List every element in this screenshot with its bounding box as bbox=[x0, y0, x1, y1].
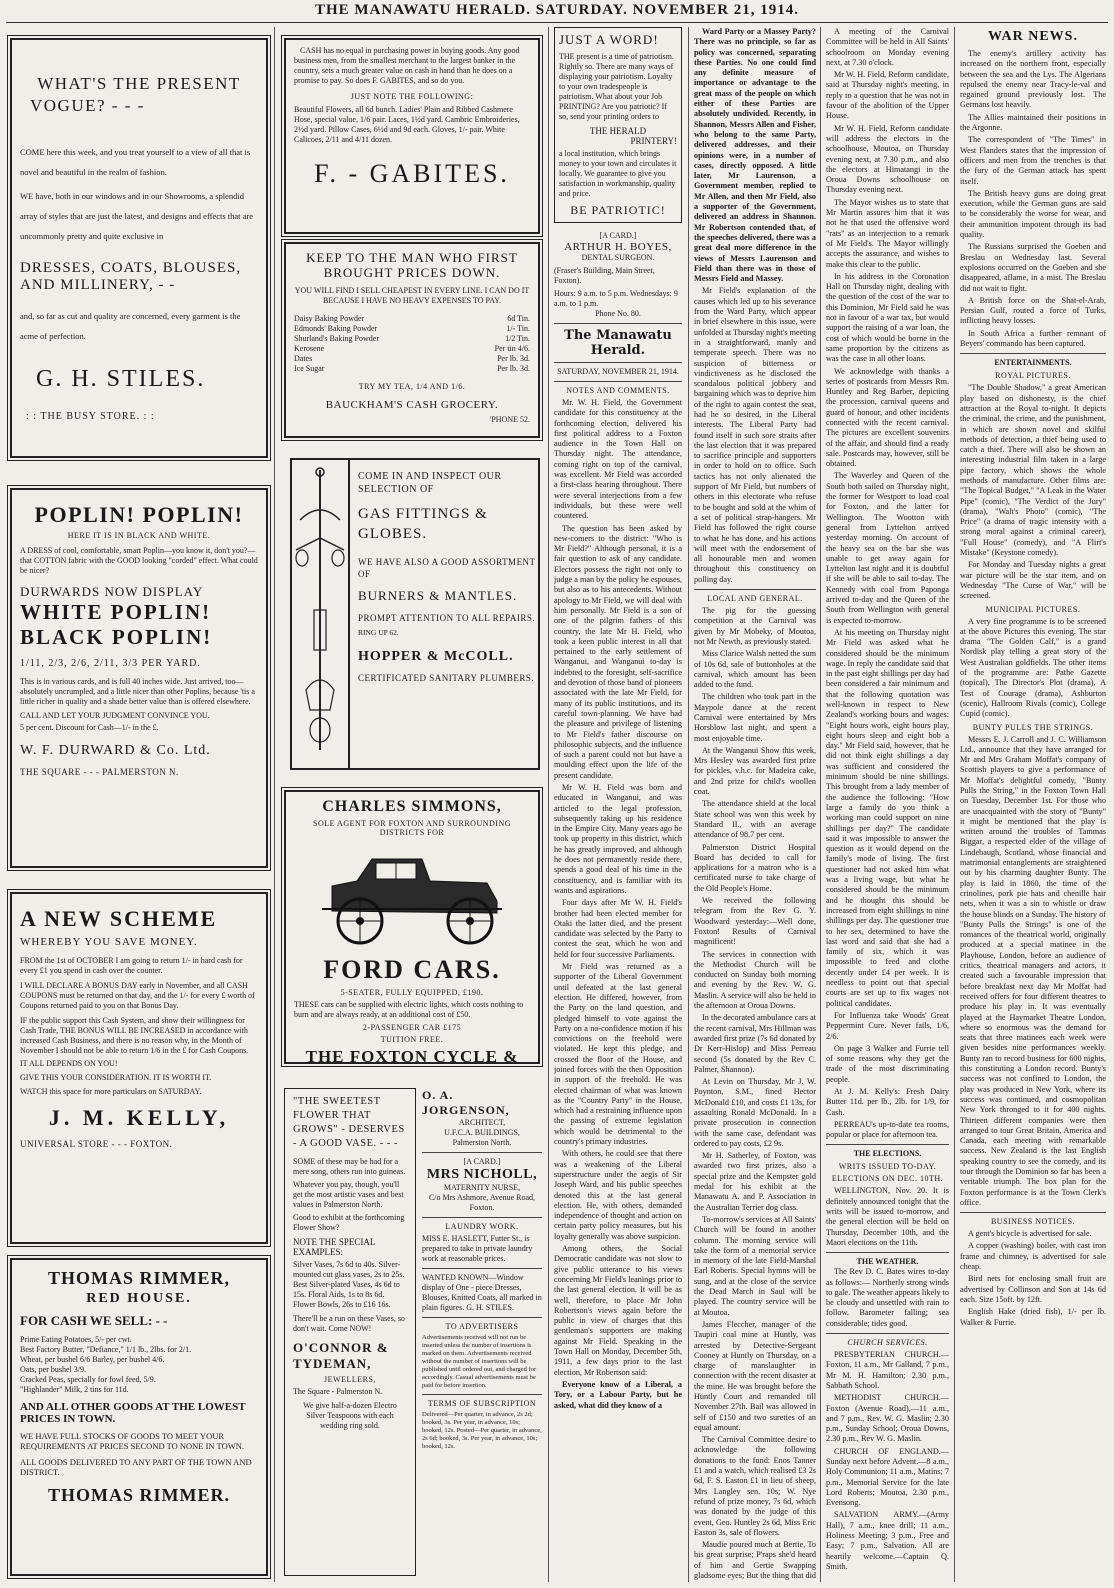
notes-paragraph: Mr W. H. Field was born and educated in Wanganui, and was articled to the legal profession, subsequently taking up his residence in the Empire City. Many years ago he took up property in this district, which he has greatly improved, and although he does not permanently reside there, spends a good deal of his time in the constituency, and is familiar with its wants and aspirations. bbox=[554, 782, 682, 895]
weather-para: The Rev D. C. Bates wires to-day as follows:— Northerly strong winds to gale. The weather appears likely to be cloudy and unsettled with rain to follow. Barometer falling; sea considerable; tides good. bbox=[826, 1267, 949, 1328]
durward-para-3: CALL AND LET YOUR JUDGMENT CONVINCE YOU. bbox=[20, 711, 210, 720]
durward-line-3: BLACK POPLIN! bbox=[20, 625, 213, 649]
rimmer-ad bbox=[10, 1258, 268, 1576]
church-paragraph: SALVATION ARMY.—(Army Hall), 7 a.m., knee drill; 11 a.m., Holiness Meeting; 3 p.m., Free and Easy; 7 p.m., Salvation. All are heartily welcome.—Captain Q. Smith. bbox=[826, 1510, 949, 1571]
local-paragraph: The Mayor wishes us to state that Mr Martin assures him that it was not he that used the offensive word "rats" as an interjection to a remark of Mr Field's. The Mayor willingly accepts the assurance, and wishes to make this clear to the public. bbox=[826, 197, 949, 269]
business-paragraph: A gent's bicycle is advertised for sale. bbox=[968, 1229, 1092, 1239]
column-3 bbox=[554, 27, 682, 1582]
divider bbox=[422, 1217, 542, 1218]
rimmer-item: Cracked Peas, specially for fowl feed, 5/9. bbox=[20, 1375, 156, 1384]
just-a-word-para-1: THE present is a time of patriotism. Rightly so. There are many ways of displaying your patriotism. Loyalty to your own tradespeople is patriotism. What about your Job PRINTING? Are you patriotic? If so, send your printing orders to bbox=[559, 52, 674, 121]
price-value: Per tin 4/6. bbox=[494, 344, 530, 353]
nicholl-card: [A CARD.] bbox=[463, 1157, 501, 1166]
stiles-para-1: COME here this week, and you treat yourself to a view of all that is novel and beautiful in the realm of fashion. bbox=[20, 147, 251, 177]
masthead-rule bbox=[6, 22, 1108, 23]
simmons-company: THE FOXTON CYCLE & bbox=[305, 1047, 519, 1064]
divider bbox=[694, 589, 816, 590]
column-rule bbox=[688, 27, 689, 1582]
simmons-price: 5-SEATER, FULLY EQUIPPED, £190. bbox=[340, 988, 484, 997]
advertisers-para: Advertisements received will not run be inserted unless the number of insertions is marked on them. Advertisements received without the number of insertions will be published until ordered out, and charged for accordingly. Casual advertisements must be paid for before insertion. bbox=[422, 1334, 537, 1389]
war-paragraph: The Russians surprised the Goeben and Breslau on Wednesday last. Several explosions occurred on the Goeben and she disappeared, aflame, in a mist. The Breslau did not wait to fight. bbox=[960, 242, 1106, 293]
local-paragraph: We acknowledge with thanks a series of postcards from Messrs Rm. Huntley and Reg Barber, depicting the procession, carnival queens and guard of honour, and other incidents connected with the recent carnival. The pictures are excellent souvenirs of the affair, and should find a ready sale. Postcards may, however, still be obtained. bbox=[826, 366, 949, 469]
herald-line-1: THE HERALD bbox=[589, 126, 647, 136]
kelly-para-6: WATCH this space for more particulars on SATURDAY. bbox=[20, 1087, 202, 1096]
jorgenson-line-2: U.F.C.A. BUILDINGS, bbox=[444, 1128, 520, 1137]
oconnor-para-6: We give half-a-dozen Electro Silver Teaspoons with each wedding ring sold. bbox=[303, 1401, 397, 1430]
local-paragraph: The Waverley and Queen of the South both sailed on Thursday night, the former for Westport to load coal for Foxton, and the latter for Wellington. The Wootton with general from Lyttelton arrived yesterday morning. On account of the heavy sea on the bar she was unable to get away again for Lyttelton last night and it is doubtful if she will be able to sail to-day. The Kennedy with coal from Paponga arrived to-day and the Queen of the South from Wellington with general is expected to-morrow. bbox=[826, 471, 949, 625]
boyes-name: ARTHUR H. BOYES, bbox=[564, 241, 672, 253]
notes-paragraph: The question has been asked by new-comers to the district: "Who is Mr Field?" Although personal, it is a fair question to ask of any candidate. Electors possess the right not only to judge a man by the policy he espouses, but also as to his antecedents. Without apology to Mr Field, we will deal with him personally. Mr Field is a son of one of the pilgrim fathers of this country, the late Mr H. Field, who took a keen public interest in all that pertained to the early settlement of Wanganui, and Wanganui to-day is indebted to the foresight, self-sacrifice and devotion of those band of pioneers associated with the late Mr Field, for many of its public institutions, and its careful town-planning. We have had the pleasure and privilege of listening to Mr Field's father discourse on philosophic subjects, and the influence of such a parent could not but have a moulding effect upon the life of the present candidate. bbox=[554, 523, 682, 780]
rimmer-item: Best Factory Butter, "Defiance," 1/1 lb., 2lbs. for 2/1. bbox=[20, 1345, 192, 1354]
price-row bbox=[294, 334, 530, 344]
war-paragraph: The Allies maintained their positions in the Argonne. bbox=[960, 112, 1106, 133]
local-paragraph: PERREAU's up-to-date tea rooms, popular or place for afternoon tea. bbox=[826, 1119, 949, 1140]
hopper-line-2: GAS FITTINGS & GLOBES. bbox=[358, 506, 488, 542]
local-continued bbox=[826, 27, 949, 1140]
local-paragraph: In the decorated ambulance cars at the recent carnival, Mrs Hillman was awarded first prize (7s 6d donated by Dr Kerr-Hislop) and Miss Perreau second (5s donated by the Rev C. Palmer, Shannon). bbox=[694, 1013, 816, 1074]
masthead: THE MANAWATU HERALD. SATURDAY. NOVEMBER 21, 1914. bbox=[314, 2, 800, 18]
rimmer-item: Wheat, per bushel 6/6 Barley, per bushel 4/6. bbox=[20, 1355, 165, 1364]
local-paragraph: James Fleccher, manager of the Taupiri coal mine at Huntly, was arrested by Detective-Sergeant Cooney at Huntly on Thursday, on a charge of manslaughter in connection with the recent disaster at the mine. He was brought before the Huntly Court and remanded till November 27th. Bail was allowed in self of £150 and two sureties of an equal amount. bbox=[694, 1319, 816, 1432]
local-body bbox=[694, 606, 816, 1582]
price-value: 1/2 Tin. bbox=[505, 334, 530, 343]
business-paragraph: A copper (washing) boiler, with cast iron frame and chimney, is advertised for sale cheap. bbox=[960, 1241, 1106, 1272]
elections-title: THE ELECTIONS. bbox=[853, 1149, 922, 1159]
price-row bbox=[294, 324, 530, 334]
rimmer-sub: FOR CASH WE SELL: - - bbox=[20, 1313, 168, 1328]
elections-sub-2: ELECTIONS ON DEC. 10TH. bbox=[831, 1174, 944, 1184]
local-paragraph: The children who took part in the Maypole dance at the recent Carnival were entertained by Mrs Horsblow last night, and spent a most enjoyable time. bbox=[694, 692, 816, 743]
just-a-word-title: JUST A WORD! bbox=[559, 32, 659, 47]
war-paragraph: The correspondent of "The Times" in West Flanders states that the impression of officers and men from the trenches is that the fury of the German attack has spent itself. bbox=[960, 135, 1106, 186]
kelly-addr: UNIVERSAL STORE - - - FOXTON. bbox=[20, 1139, 173, 1149]
bauckham-phone: 'PHONE 52. bbox=[489, 415, 530, 424]
local-paragraph: Mr W. H. Field, Reform candidate will address the electors in the schoolhouse, Moutoa, on Thursday evening next, at 7.30 p.m., and also the electors at Himatangi in the Oroua Downs schoolhouse on Thursday evening next. bbox=[826, 123, 949, 195]
price-row bbox=[294, 344, 530, 354]
oconnor-para-1: SOME of these may be had for a mere song, others run into guineas. bbox=[293, 1157, 406, 1176]
simmons-para-1: THESE cars can be supplied with electric lights, which costs nothing to burn and are always ready, at an additional cost of £50. bbox=[294, 1000, 524, 1019]
durward-sub: HERE IT IS IN BLACK AND WHITE. bbox=[67, 531, 211, 540]
herald-date: SATURDAY, NOVEMBER 21, 1914. bbox=[557, 367, 679, 376]
notes-paragraph: Everyone know of a Liberal, a Tory, or a Labour Party, but he asked, what did they know of a bbox=[554, 1379, 682, 1410]
gas-fitting-illustration bbox=[292, 460, 350, 768]
church-body bbox=[826, 1350, 949, 1572]
stiles-caps: DRESSES, COATS, BLOUSES, AND MILLINERY, - - bbox=[20, 260, 242, 293]
price-value: Per lb. 3d. bbox=[497, 364, 530, 373]
wanted-para: WANTED KNOWN—Window display of One - piece Dresses, Blouses, Knitted Coats, all marked in plain figures. G. H. STILES. bbox=[422, 1273, 542, 1312]
royal-paragraph: For Monday and Tuesday nights a great war picture will be the star item, and on Wednesday "The Curse of War," will be screened. bbox=[960, 560, 1106, 601]
hopper-line-1: COME IN AND INSPECT OUR SELECTION OF bbox=[358, 471, 502, 495]
divider bbox=[960, 353, 1106, 354]
bauckham-ad bbox=[284, 242, 540, 438]
stiles-title-2: VOGUE? - - - bbox=[30, 96, 145, 115]
local-paragraph: Miss Clarice Walsh netted the sum of 10s 6d, sale of buttonholes at the carnival, which amount has been added to the fund. bbox=[694, 649, 816, 690]
simmons-para-2: 2-PASSENGER CAR £175 bbox=[362, 1023, 462, 1032]
bauckham-tea: TRY MY TEA, 1/4 AND 1/6. bbox=[358, 382, 466, 391]
local-paragraph: At his meeting on Thursday night Mr Field was asked what he considered should be the minimum wage. In reply the candidate said that in the past eight shillings per day had been considered a fair minimum and that the following quotation was well-known in respect to New Zealand's working hours and wages: "Eight hours work, eight hours play, eight hours sleep and eight bob a day." Mr Field said, however, that he did not think eight shillings a day was sufficient and considered the minimum should be nine shillings. This brought from a lady member of the audience the following: "How large a family do you think a working man could support on nine shillings per day?" The candidate said it was impossible to answer the question as it would depend on the family's mode of living. The first questioner had not asked him what was a living wage, but what he considered should be the minimum and he thought this should be increased from eight shillings to nine shillings per day. The questioner true to her sex, determined to have the last word and said that she had a family of six, which it was impossible to feed and clothe decently under £4 per week. It is needless to point out that special courts are set up to fix wages not political candidates. bbox=[826, 627, 949, 1008]
price-item: Shurland's Baking Powder bbox=[294, 334, 379, 343]
local-paragraph: Palmerston District Hospital Board has decided to call for applications for a matron who is a certificated nurse to take charge of the Old People's Home. bbox=[694, 842, 816, 893]
divider bbox=[422, 1152, 542, 1153]
royal-body bbox=[960, 383, 1106, 601]
hopper-line-3: WE HAVE ALSO A GOOD ASSORTMENT OF bbox=[358, 557, 536, 579]
subscription-title: TERMS OF SUBSCRIPTION bbox=[427, 1399, 537, 1408]
church-paragraph: CHURCH OF ENGLAND.—Sunday next before Advent.—8 a.m., Holy Communion; 11 a.m., Matins; 7 p.m., Memorial Service for the late Lord Roberts; Moutoa, 2.30 p.m., Evensong. bbox=[826, 1446, 949, 1508]
bauckham-price-list bbox=[294, 314, 530, 374]
kelly-para-4: IT ALL DEPENDS ON YOU! bbox=[20, 1059, 118, 1068]
war-paragraph: In South Africa a further remnant of Beyers' commando has been captured. bbox=[960, 328, 1106, 349]
bunty-title: BUNTY PULLS THE STRINGS. bbox=[972, 722, 1094, 732]
gabites-note: JUST NOTE THE FOLLOWING: bbox=[350, 92, 474, 101]
column-rule bbox=[954, 27, 955, 1582]
boyes-card-label: [A CARD.] bbox=[599, 231, 637, 240]
royal-paragraph: "The Double Shadow," a great American play based on dishonesty, is the chief attraction at the Royal to-night. It depicts the criminal, the crime, and the punishment, in which are shown novel and skilful methods of detection, a thief being used to catch a thief. There will also be shown an interesting industrial film taken in a large pipe factory, which shows the whole methods of manufacture. Other films are: "The Topical Budget," "A Leak in the Water Pipe" (comic), "The Verdict of the Jury" (drama), "Walt's Photo" (comic), "The Price" (a drama of tragic intensity with a strong moral against a criminal career), "Full House" (comedy), and "A Flirt's Mistake" (Keystone comedy). bbox=[960, 383, 1106, 558]
durward-para-1: A DRESS of cool, comfortable, smart Poplin—you know it, don't you?—that COTTON fabric with the GOOD looking "corded" effect. What could be nicer? bbox=[20, 546, 258, 575]
durward-prices: 1/11, 2/3, 2/6, 2/11, 3/3 PER YARD. bbox=[20, 658, 201, 669]
herald-line-2: PRINTERY! bbox=[630, 136, 677, 146]
advertisers-title: TO ADVERTISERS bbox=[445, 1322, 519, 1331]
small-notices bbox=[422, 1088, 542, 1576]
weather-title: THE WEATHER. bbox=[856, 1257, 919, 1267]
bunty-para: Messrs E. J. Carroll and J. C. Williamson Ltd., announce that they have arranged for Mr and Mrs Graham Moffat's company of Scottish players to give a performance of Mr Moffat's delightful comedy, "Bunty Pulls the String," in the Foxton Town Hall on Tuesday, December 1st. For those who are unacquainted with the story of "Bunty" it might be mentioned that the play is written around the troubles of Tammas Biggar, a respected elder of the village of Lindebaugh, Scotland, whose financial and matrimonial entanglements are straightened out by his charming daughter Bunty. The play is laid in 1860, the time of the crinolines, pork pie hats and chenille hair nets, when it was a sin to whistle or draw the house blinds on a Sunday. The history of "Bunty Pulls the Strings" is one of the romances of the theatrical world, originally produced at a special matinee in the Playhouse, London, before an audience of critics, theatrical managers and actors, it created such a favourable impression that before breakfast next day Mr Moffat had received offers for four different theatres to produce his play in. It was eventually played at the Haymarket Theatre London, where so enormous was the demand for seats that three matinees each week were given besides nine performances weekly. Bunty ran to record business for 600 nights, this constituting a London record. Bunty's success was not confined to London, the play was produced in New York, where its success was continued, and cosmopolitan New York thronged to it for 400 nights. Thirteen different companies were then arranged to tour Great Britain, America and Canada, each meeting with remarkable success. New Zealand is the last English speaking country to see the comedy, and its tour through the Dominion so far has been a veritable triumph. The box plan for the Foxton performance is at the Town Clerk's office. bbox=[960, 734, 1106, 1207]
divider bbox=[554, 362, 682, 363]
divider bbox=[422, 1317, 542, 1318]
local-paragraph: Mr W. H. Field, Reform candidate, said at Thursday night's meeting, in reply to a question that he was not in favour of the abolition of the Upper House. bbox=[826, 70, 949, 121]
nicholl-line-1: MATERNITY NURSE, bbox=[443, 1183, 521, 1192]
oconnor-title: "THE SWEETEST FLOWER THAT GROWS" - DESERVES - A GOOD VASE. - - - bbox=[293, 1096, 405, 1149]
price-item: Daisy Baking Powder bbox=[294, 314, 365, 323]
local-paragraph: Maudie poured much at Bertie, To his great surprise; P'raps she'd heard of him and Gertie Swapping gladsome eyes; But the thing that did bbox=[694, 1540, 816, 1581]
divider bbox=[960, 1212, 1106, 1213]
price-item: Edmonds' Baking Powder bbox=[294, 324, 378, 333]
simmons-ad bbox=[284, 790, 540, 1064]
divider bbox=[826, 1252, 949, 1253]
boyes-title: DENTAL SURGEON. bbox=[581, 253, 655, 262]
simmons-name: CHARLES SIMMONS, bbox=[322, 798, 502, 815]
nicholl-name: MRS NICHOLL, bbox=[426, 1167, 538, 1182]
herald-title: The Manawatu Herald. bbox=[564, 328, 672, 358]
war-news-body bbox=[960, 49, 1106, 349]
rimmer-name: THOMAS RIMMER, bbox=[48, 1268, 230, 1288]
durward-title: POPLIN! POPLIN! bbox=[34, 502, 244, 527]
column-rule bbox=[820, 27, 821, 1582]
bauckham-para-1: YOU WILL FIND I SELL CHEAPEST IN EVERY LINE. I CAN DO IT BECAUSE I HAVE NO HEAVY EXPENSES TO PAY. bbox=[294, 286, 530, 305]
boyes-card bbox=[554, 231, 682, 319]
divider bbox=[826, 1333, 949, 1334]
rimmer-para-3: ALL GOODS DELIVERED TO ANY PART OF THE TOWN AND DISTRICT. bbox=[20, 1457, 252, 1477]
stiles-name: G. H. STILES. bbox=[36, 366, 206, 392]
stiles-ad bbox=[10, 38, 268, 458]
kelly-title: A NEW SCHEME bbox=[20, 906, 218, 931]
notes-paragraph: With others, he could see that there was a weakening of the Liberal superstructure under the aegis of Sir Joseph Ward, and his public speeches denoted this at the last general election. He, with others, demanded independence of thought and action on certain party policy measures, but his loyalty generally was above suspicion. bbox=[554, 1149, 682, 1241]
local-paragraph: On page 3 Walker and Furrie tell of some reasons why they get the trade of the most discriminating people. bbox=[826, 1043, 949, 1084]
laundry-para: MISS E. HASLETT, Futter St., is prepared to take in private laundry work at reasonable prices. bbox=[422, 1234, 533, 1263]
kelly-para-3: IF the public support this Cash System, and show their willingness for Cash Trade, THE BONUS WILL BE INCREASED in accordance with increased Cash Business, and there is no reason why, in the Month of November I should not be able to return 1/6 in the £ for Cash Coupons. bbox=[20, 1016, 249, 1055]
hopper-name: HOPPER & McCOLL. bbox=[358, 649, 514, 664]
gabites-para-1: CASH has no equal in purchasing power in buying goods. Any good business men, from the smallest merchant to the largest banker in the country, sets a much greater value on cash in hand than he does on a promise to pay. So does F. GABITES, and so do you. bbox=[294, 46, 520, 85]
kelly-sub: WHEREBY YOU SAVE MONEY. bbox=[20, 936, 198, 948]
hopper-line-5: PROMPT ATTENTION TO ALL REPAIRS. bbox=[358, 613, 536, 623]
simmons-para-3: TUITION FREE. bbox=[380, 1035, 444, 1044]
royal-title: ROYAL PICTURES. bbox=[995, 371, 1071, 381]
divider bbox=[826, 1144, 949, 1145]
hopper-line-4: BURNERS & MANTLES. bbox=[358, 588, 518, 603]
bauckham-name: BAUCKHAM'S CASH GROCERY. bbox=[325, 399, 499, 411]
church-title: CHURCH SERVICES. bbox=[847, 1338, 928, 1348]
jorgenson-line-3: Palmerston North. bbox=[452, 1138, 512, 1147]
local-paragraph: The pig for the guessing competition at the Carnival was given by Mr Mobeky, of Moutoa, not Mr Newth, as previously stated. bbox=[694, 606, 816, 646]
gabites-ad bbox=[284, 38, 540, 234]
hopper-text bbox=[358, 470, 536, 683]
oconnor-para-3: Good to exhibit at the forthcoming Flower Show? bbox=[293, 1213, 405, 1232]
stiles-para-3: and, so far as cut and quality are concerned, every garment is the acme of perfection. bbox=[20, 311, 241, 341]
kelly-para-1: FROM the 1st of OCTOBER I am going to return 1/- in hard cash for every £1 you spend in cash over the counter. bbox=[20, 956, 243, 975]
column-5 bbox=[826, 27, 949, 1582]
local-paragraph: At J. M. Kelly's: Fresh Dairy Butter 11d. per lb., 2lb. for 1/9, for Cash. bbox=[826, 1086, 949, 1117]
price-row bbox=[294, 364, 530, 374]
rimmer-item: "Highlander" Milk, 2 tins for 11d. bbox=[20, 1385, 129, 1394]
local-paragraph: The services in connection with the Methodist Church will be conducted on Sunday both morning and evening by the Rev. W. G. Maslin. A service will also be held in the afternoon at Oroua Downs. bbox=[694, 949, 816, 1011]
gabites-name: F. - GABITES. bbox=[314, 159, 510, 188]
local-paragraph: For Influenza take Woods' Great Peppermint Cure. Never fails, 1/6, 2/6. bbox=[826, 1010, 949, 1041]
simmons-sub: SOLE AGENT FOR FOXTON AND SURROUNDING DISTRICTS FOR bbox=[313, 819, 511, 837]
war-paragraph: The British heavy guns are doing great execution, while the German guns are said to be considerably the worse for wear, and their ammunition impotent through its bad quality. bbox=[960, 188, 1106, 240]
gas-lamp-icon bbox=[292, 460, 348, 766]
business-body bbox=[960, 1229, 1106, 1328]
boyes-phone: Phone No. 80. bbox=[595, 309, 641, 318]
local-paragraph: At Levin on Thursday, Mr J. W. Poynton, S.M., fined Hector McDonald £10, and costs £1 13s, for assaulting Ronald McDonald. In a private prosecution in connection with the same case, defendant was ordered to pay costs, £2 9s. bbox=[694, 1077, 816, 1148]
oconnor-note: NOTE THE SPECIAL EXAMPLES: bbox=[293, 1237, 375, 1257]
notes-title: NOTES AND COMMENTS. bbox=[566, 386, 670, 395]
price-row bbox=[294, 354, 530, 364]
kelly-para-2: I WILL DECLARE A BONUS DAY early in November, and all CASH COUPONS must be returned on that day, and the 1/- for every £ worth of Coupons returned paid to you on that Bonus Day. bbox=[20, 981, 255, 1010]
price-value: 6d Tin. bbox=[507, 314, 530, 323]
jorgenson-line-1: ARCHITECT, bbox=[458, 1118, 506, 1127]
rimmer-item: Prime Eating Potatoes, 5/- per cwt. bbox=[20, 1335, 132, 1344]
gabites-para-2: Beautiful Flowers, all 6d bunch. Ladies' Plain and Ribbed Cashmere Hose, special value, 1/6 pair. Laces, 1½d yard. Cambric Embroideries, 2½d yard. Pillow Cases, 6½d and 9d each. Gloves, 1/- pair. White Calicoes, 2/11 and 4/11 dozen. bbox=[294, 105, 520, 144]
hopper-trade: CERTIFICATED SANITARY PLUMBERS. bbox=[358, 673, 535, 683]
church-paragraph: METHODIST CHURCH.—Foxton (Avenue Road),—11 a.m., and 7 p.m., Rev. W. G. Maslin; 2.30 p.m., Sunday School; Oroua Downs, 2.30 p.m., Rev W. G. Maslin. bbox=[826, 1393, 949, 1444]
kelly-name: J. M. KELLY, bbox=[48, 1105, 230, 1130]
field-article bbox=[694, 27, 816, 585]
just-a-word-ad bbox=[554, 27, 682, 223]
just-a-word-para-2: a local institution, which brings money to your town and circulates it locally. We guarantee to give you satisfaction in workmanship, quality and price. bbox=[559, 149, 677, 198]
notes-paragraph: Four days after Mr W. H. Field's brother had been elected member for Otaki the latter died, and the present candidate was selected by the Party to contest the seat, which he won and held for four successive Parliaments. bbox=[554, 898, 682, 959]
local-paragraph: A meeting of the Carnival Committee will be held in All Saints' schoolroom on Monday evening next, at 7.30 o'clock. bbox=[826, 27, 949, 67]
stiles-store: : : THE BUSY STORE. : : bbox=[26, 411, 155, 422]
durward-addr: THE SQUARE - - - PALMERSTON N. bbox=[20, 767, 179, 777]
local-paragraph: We received the following telegram from the Rev G. Y. Woodward yesterday:—Well done, Foxton! Results of Carnival magnificent! bbox=[694, 896, 816, 947]
divider bbox=[554, 323, 682, 324]
durward-line-2: WHITE POPLIN! bbox=[20, 600, 212, 624]
kelly-ad bbox=[10, 892, 268, 1244]
price-value: Per lb. 3d. bbox=[497, 354, 530, 363]
notes-paragraph: Among others, the Social Democratic candidate was not slow to give public utterance to his views concerning Mr Field's leanings prior to the last general election. It will be as well, therefore, to place Mr John Robertson's views again before the public in view of charges that this gentleman's supporters are making against Mr Field. Speaking in the Town Hall on Monday, December 5th, 1911, a few days prior to the last election, Mr Robertson said: bbox=[554, 1244, 682, 1377]
be-patriotic: BE PATRIOTIC! bbox=[570, 203, 666, 217]
local-paragraph: The attendance shield at the local State school was won this week by Standard II., with an average attendance of 98.7 per cent. bbox=[694, 799, 816, 840]
oconnor-para-2: Whatever you pay, though, you'll get the most artistic vases and best values in Palmerston North. bbox=[293, 1180, 404, 1209]
oconnor-trade: JEWELLERS, bbox=[324, 1375, 376, 1384]
rimmer-house: RED HOUSE. bbox=[86, 1291, 192, 1306]
rimmer-item: Oats, per bushel 3/9. bbox=[20, 1365, 86, 1374]
ford-car-icon bbox=[312, 841, 512, 951]
durward-para-2: This is in various cards, and is full 40 inches wide. Just arrived, too—absolutely uncrumpled, and a little nicer than other Poplins, because 'tis a little richer in quality and a shade better value than is offered elsewhere. bbox=[20, 677, 255, 706]
boyes-hours: Hours: 9 a.m. to 5 p.m. Wednesdays: 9 a.m. to 1 p.m. bbox=[554, 289, 678, 308]
divider bbox=[422, 1268, 542, 1269]
oconnor-para-4: Silver Vases, 7s 6d to 40s. Silver-mounted cut glass vases, 2s to 25s. Best Silver-plated Vases, 4s 6d to 15s. Floral Aids, 1s to 8s 6d. Flower Bowls, 26s to £16 16s. bbox=[293, 1260, 405, 1309]
divider bbox=[554, 381, 682, 382]
elections-para: WELLINGTON, Nov. 20. It is definitely announced tonight that the writs will be issued to-morrow, and the general election will be held on Thursday, December 10th, and the Maori elections on the 11th. bbox=[826, 1186, 949, 1247]
rimmer-para-2: WE HAVE FULL STOCKS OF GOODS TO MEET YOUR REQUIREMENTS AT PRICES SECOND TO NONE IN TOWN. bbox=[20, 1431, 245, 1451]
local-paragraph: The Carnival Committee desire to acknowledge the following donations to the fund: Enos Tanner £1 and a watch, which realised £3 2s 6d, F. S. Easton £1 in lieu of sheep, Mrs Langley sen. 10s; W. Nye refund of prize money, 7s 6d, which was donated by the judge of this event, Geo. Huntley 2s 6d, Miss Eric Easton 3s, sale of flowers. bbox=[694, 1435, 816, 1537]
durward-name: W. F. DURWARD & Co. Ltd. bbox=[20, 743, 211, 758]
price-row bbox=[294, 314, 530, 324]
notes-paragraph: Mr. W. H. Field, the Government candidate for this constituency at the forthcoming election, delivered his first political address to a Foxton audience in the Town Hall on Thursday night. The attendance, coming right on top of the carnival, was excellent. Mr Field was accorded a first-class hearing throughout. There were several interjections from a few individuals, but these were well countered. bbox=[554, 398, 682, 521]
price-item: Dates bbox=[294, 354, 313, 363]
column-rule bbox=[548, 27, 549, 1582]
jorgenson-name: O. A. JORGENSON, bbox=[422, 1088, 510, 1117]
rimmer-footer: THOMAS RIMMER. bbox=[48, 1485, 230, 1505]
local-title: LOCAL AND GENERAL. bbox=[707, 594, 803, 604]
local-paragraph: To-morrow's services at All Saints' Church will be found in another column. The morning service will take the form of a memorial service in memory of the late Field-Marshal Earl Roberts. Special hymns will be sung, and at the close of the service the Dead March in Saul will be played. The country service will be at Moutoa. bbox=[694, 1214, 816, 1317]
business-paragraph: English Hake (dried fish), 1/- per lb. Walker & Furrie. bbox=[960, 1307, 1106, 1327]
kelly-para-5: GIVE THIS YOUR CONSIDERATION. IT IS WORTH IT. bbox=[20, 1073, 212, 1082]
column-6 bbox=[960, 27, 1106, 1582]
column-rule bbox=[274, 27, 275, 1582]
stiles-title-1: WHAT'S THE PRESENT bbox=[37, 74, 241, 93]
municipal-para: A very fine programme is to be screened at the above Pictures this evening. The star drama "The Golden Calf," is a grand Nordisk play telling a great story of the West Australian goldfields. The other items of the programme are: Pathe Gazette (topical), The Director's Plot (drama), A Test of Courage (drama), Ashburton (scenic), Hallroom Rivals (comic), College Cupid (comic). bbox=[960, 616, 1106, 719]
municipal-title: MUNICIPAL PICTURES. bbox=[985, 604, 1081, 614]
notes-paragraph: Mr Field was returned as a supporter of the Liberal Government until defeated at the last general election. He differed, however, from the Party on the land question, and pledged himself to vote against the Party on a no-confidence motion if his convictions on the freehold were violated. He kept this pledge, and crossed the floor of the House, and joined forces with the then Opposition in support of the freehold. He was elected chairman of what was known as the "Country Party" in the House, which had a restraining influence upon the passing of extreme legislation which would be detrimental to the country's primary industries. bbox=[554, 962, 682, 1147]
oconnor-name: O'CONNOR & TYDEMAN, bbox=[293, 1340, 389, 1371]
boyes-addr: (Fraser's Building, Main Street, Foxton). bbox=[554, 266, 655, 285]
rimmer-para-1: AND ALL OTHER GOODS AT THE LOWEST PRICES IN TOWN. bbox=[20, 1401, 246, 1425]
notes-body bbox=[554, 398, 682, 1411]
durward-line-1: DURWARDS NOW DISPLAY bbox=[20, 584, 204, 599]
durward-ad bbox=[10, 488, 268, 868]
oconnor-para-5: There'll be a run on these Vases, so don't wait. Come NOW! bbox=[293, 1314, 405, 1333]
nicholl-line-2: C/o Mrs Ashmore, Avenue Road, Foxton. bbox=[428, 1193, 536, 1212]
church-paragraph: PRESBYTERIAN CHURCH.—Foxton, 11 a.m., Mr Galland, 7 p.m., Mr M. H. Hamilton; 2.30 p.m., Sabbath School. bbox=[826, 1350, 949, 1390]
business-title: BUSINESS NOTICES. bbox=[990, 1217, 1076, 1227]
war-paragraph: The enemy's artillery activity has increased on the northern front, especially between the sea and the Lys. The Algerians repulsed the enemy near Tracy-le-val and regained ground previously lost. The Germans lost heavily. bbox=[960, 49, 1106, 110]
simmons-cars: FORD CARS. bbox=[323, 955, 501, 984]
article-paragraph: Ward Party or a Massey Party? There was no principle, so far as policy was concerned, separating these Parties. No one could find any definite measure of importance or advantage to the great mass of the people on which either of these Parties are absolutely undivided. Recently, in Shannon, Messrs Allen and Fisher, who belong to the same Party, delivered addresses, and their opinions were, in a number of cases, directly opposed. A little later, Mr Laurenson, a Government member, replied to Mr Allen, and then Mr Field, also a supporter of the Government, delivered an address in Shannon. Mr Robertson contended that, of the speeches delivered, there was a great deal more difference in the views of Messrs Laurenson and Field than there was in those of Messrs Field and Massey. bbox=[694, 27, 816, 284]
business-paragraph: Bird nets for enclosing small fruit are advertised by Collinson and Son at 14s 6d each. Size 15oft. by 12ft. bbox=[960, 1274, 1106, 1304]
local-paragraph: In his address in the Coronation Hall on Thursday night, dealing with the question of the cost of the war to this Dominion, Mr Field said he was not in favour of a war tax, but would support the raising of a war loan, the cost of which would be borne in the same proportion by the citizens as was the case in all other loans. bbox=[826, 271, 949, 364]
war-news-title: WAR NEWS. bbox=[988, 29, 1078, 44]
stiles-para-2: WE have, both in our windows and in our Showrooms, a splendid array of styles that are just the latest, and designs and effects that are uncommonly pretty and quite exclusive in bbox=[20, 191, 254, 241]
elections-sub: WRITS ISSUED TO-DAY. bbox=[838, 1162, 937, 1172]
bauckham-title: KEEP TO THE MAN WHO FIRST BROUGHT PRICES DOWN. bbox=[306, 250, 518, 280]
entertainments-title: ENTERTAINMENTS. bbox=[994, 358, 1072, 368]
rimmer-item-list bbox=[20, 1335, 258, 1395]
article-paragraph: Mr Field's explanation of the causes which led up to his severance from the Ward Party, which appear in brief elsewhere in this issue, were unfolded at Thursday night's meeting in a straightforward, manly and temperate speech. There was no suspicion of bitterness or vindictiveness as he disclosed the scandalous political jobbery and bargaining which was to deprive him of the right to again contest the seat, had he so desired, in the Liberal interests. The Liberal Party had found itself in such sore straits after the last election that it was prepared to sacrifice principle and supporters in order to hold on to office. Such tactics has not only alienated the support of Mr Field, but numbers of others in this electorate who refuse to be bought and sold at the whim of a set of political strap-hangers. Mr Field has followed the right course to what he has done, and his actions will meet with the endorsement of all honourable men and women throughout this constituency on polling day. bbox=[694, 286, 816, 584]
price-item: Kerosene bbox=[294, 344, 325, 353]
local-paragraph: Mr H. Satherley, of Foxton, was awarded two first prizes, also a special prize and the Kempster gold medal for his exhibit at the Manawatu A. and P. Association in the Australian Terrier dog class. bbox=[694, 1151, 816, 1212]
oconnor-addr: The Square - Palmerston N. bbox=[293, 1387, 383, 1396]
war-paragraph: A British force on the Shat-el-Arab, Persian Gulf, routed a force of Turks, inflicting heavy losses. bbox=[960, 295, 1106, 326]
local-paragraph: At the Wanganui Show this week, Mrs Hesley was awarded first prize for pickles, v.h.c. for Madeira cake, and 2nd prize for child's woollen coat. bbox=[694, 745, 816, 797]
oconnor-ad bbox=[284, 1088, 416, 1576]
durward-para-4: 5 per cent. Discount for Cash—1/- in the £. bbox=[20, 723, 159, 732]
hopper-ad bbox=[290, 458, 540, 770]
column-4 bbox=[694, 27, 816, 1582]
divider bbox=[422, 1394, 542, 1395]
price-value: 1/- Tin. bbox=[506, 324, 530, 333]
price-item: Ice Sugar bbox=[294, 364, 325, 373]
subscription-para: Delivered—Per quarter, in advance, 2s 2d; booked, 3s. Per year, in advance, 10s; booked, 12s. Posted—Per quarter, in advance, 2s 6d; booked, 3s. Per year, in advance, 10s; booked, 12s. bbox=[422, 1411, 542, 1450]
hopper-line-6: RING UP 62. bbox=[358, 628, 399, 637]
laundry-title: LAUNDRY WORK. bbox=[445, 1222, 519, 1231]
